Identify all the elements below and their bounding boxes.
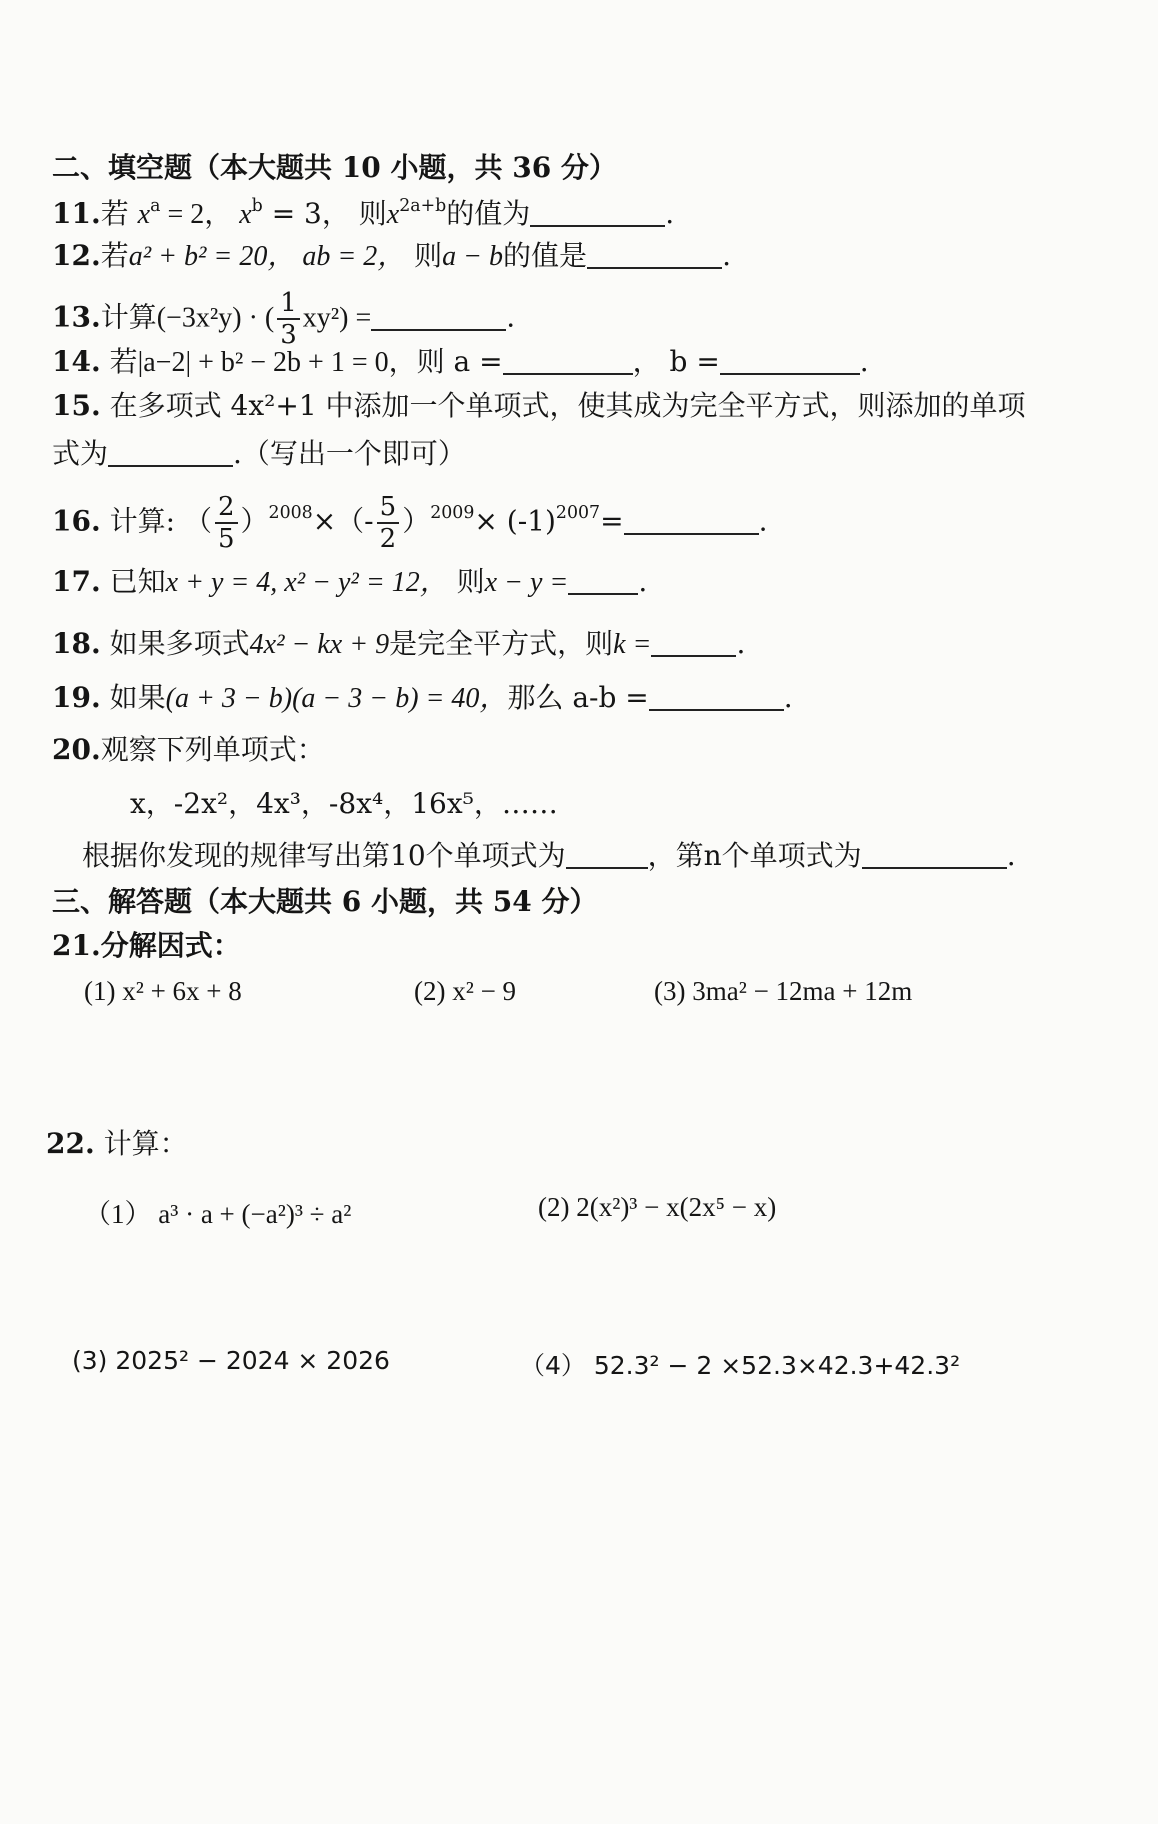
question-number: 21. xyxy=(52,929,101,962)
math-expression: xy²) = xyxy=(302,302,372,334)
question-text: 已知 xyxy=(109,565,166,598)
answer-blank[interactable] xyxy=(651,629,736,657)
math-expression: 4x² − kx + 9 xyxy=(249,629,390,660)
question-text: 的值为 xyxy=(446,197,531,230)
question-text: 若 xyxy=(109,345,138,378)
question-21-part-2: (2) x² − 9 xyxy=(414,976,517,1006)
question-21-part-1: (1) x² + 6x + 8 xyxy=(84,976,242,1006)
math-expression: |a−2| + b² − 2b + 1 = 0， xyxy=(137,347,417,378)
question-text: 计算： xyxy=(103,1127,188,1160)
exponent: 2009 xyxy=(430,503,475,524)
question-number: 16. xyxy=(52,504,101,538)
denominator: 3 xyxy=(280,320,297,350)
question-text: .（写出一个即可） xyxy=(233,437,466,470)
answer-blank[interactable] xyxy=(530,199,665,227)
question-12 xyxy=(52,238,731,275)
exponent: 2008 xyxy=(268,503,313,524)
question-13 xyxy=(52,288,515,350)
question-text: 在多项式 4x²+1 中添加一个单项式，使其成为完全平方式，则添加的单项 xyxy=(109,389,1026,422)
math-expression: x − y = xyxy=(484,567,569,598)
question-number: 22. xyxy=(46,1127,95,1160)
question-15-line2 xyxy=(52,436,466,472)
question-text: ， b = xyxy=(632,345,720,378)
punct: . xyxy=(506,300,516,334)
question-text: 则 a = xyxy=(416,345,503,378)
math-expression: x + y = 4, x² − y² = 12， xyxy=(165,567,448,598)
math-var: x xyxy=(386,199,400,230)
math-exp: 2a+b xyxy=(399,195,447,216)
question-22-part-3: (3) 2025² − 2024 × 2026 xyxy=(72,1346,390,1375)
exponent: 2007 xyxy=(555,503,601,524)
question-18 xyxy=(52,626,745,663)
question-number: 12. xyxy=(52,239,101,272)
numerator: 1 xyxy=(277,288,300,320)
answer-blank[interactable] xyxy=(568,567,638,595)
answer-blank-b[interactable] xyxy=(720,347,860,375)
punct: . xyxy=(736,627,746,660)
question-22-part-1: （1） a³ · a + (−a²)³ ÷ a² xyxy=(84,1199,352,1229)
question-22-part-4: （4） 52.3² − 2 ×52.3×42.3+42.3² xyxy=(520,1351,961,1380)
punct: . xyxy=(665,197,675,230)
question-number: 13. xyxy=(52,300,101,334)
question-20 xyxy=(52,732,325,768)
question-text: 分解因式： xyxy=(100,929,241,962)
math-expression: k = xyxy=(613,629,652,660)
answer-blank-nth[interactable] xyxy=(862,841,1007,869)
punct: . xyxy=(859,345,869,378)
question-number: 18. xyxy=(52,627,101,660)
question-text: 的值是 xyxy=(503,239,588,272)
math-exp: b xyxy=(251,195,263,216)
question-number: 14. xyxy=(52,345,101,378)
question-22 xyxy=(46,1126,188,1162)
question-text: ，第n个单项式为 xyxy=(647,839,862,872)
math-expression: a² + b² = 20， ab = 2， xyxy=(128,241,406,272)
fraction xyxy=(215,492,238,554)
question-number: 19. xyxy=(52,681,101,714)
answer-blank-a[interactable] xyxy=(503,347,633,375)
question-number: 20. xyxy=(52,733,101,766)
math-expression: (-1) xyxy=(506,504,556,538)
numerator: 2 xyxy=(215,492,238,524)
question-14 xyxy=(52,344,869,381)
question-text: 那么 a-b = xyxy=(507,681,649,714)
math-expression: (−3x²y) · ( xyxy=(156,302,275,334)
punct: . xyxy=(722,239,731,272)
question-text: 则 xyxy=(456,565,485,598)
punct: . xyxy=(758,504,768,538)
question-20-line3 xyxy=(82,838,1016,874)
question-text: 计算: xyxy=(109,504,176,538)
question-21 xyxy=(52,928,241,964)
math-var: x xyxy=(137,199,151,230)
answer-blank[interactable] xyxy=(624,507,759,535)
question-21-part-3: (3) 3ma² − 12ma + 12m xyxy=(654,976,913,1006)
section-title-fill-in: 二、填空题（本大题共 10 小题，共 36 分） xyxy=(52,151,617,184)
question-text: 如果 xyxy=(109,681,166,714)
punct: . xyxy=(638,565,648,598)
answer-blank[interactable] xyxy=(587,241,722,269)
question-17 xyxy=(52,564,647,601)
math-exp: a xyxy=(150,195,161,216)
question-text: 计算 xyxy=(100,300,157,334)
fraction xyxy=(377,492,400,554)
math-expression: (a + 3 − b)(a − 3 − b) = 40， xyxy=(165,683,508,714)
punct: . xyxy=(1006,839,1016,872)
question-text: 若 xyxy=(100,197,129,230)
answer-blank[interactable] xyxy=(108,439,233,467)
fraction xyxy=(277,288,300,350)
denominator: 2 xyxy=(379,524,397,554)
question-text: 观察下列单项式： xyxy=(100,733,325,766)
denominator: 5 xyxy=(217,524,235,554)
question-16: 16. 计算: （ $\frac{2}{5}$ ）$^{2008}$×（- $\frac{5}{2}$ ）$^{2009}\times (-1)^{2007}=$ . xyxy=(52,492,768,554)
question-number: 11. xyxy=(52,197,101,230)
math-var: x xyxy=(239,199,252,230)
answer-blank[interactable] xyxy=(371,303,506,331)
question-text: 是完全平方式，则 xyxy=(389,627,614,660)
math-expression: a − b xyxy=(442,241,504,272)
question-22-part-2: (2) 2(x²)³ − x(2x⁵ − x) xyxy=(538,1192,777,1222)
answer-blank[interactable] xyxy=(649,683,784,711)
question-19 xyxy=(52,680,793,717)
math-text: = 3， 则 xyxy=(262,197,387,230)
question-number: 17. xyxy=(52,565,101,598)
question-text: 根据你发现的规律写出第10个单项式为 xyxy=(82,839,566,872)
question-text: 式为 xyxy=(52,437,109,470)
question-15 xyxy=(52,388,1026,424)
question-text: 如果多项式 xyxy=(109,627,250,660)
question-number: 15. xyxy=(52,389,101,422)
question-text: 若 xyxy=(100,239,129,272)
section-title-solve: 三、解答题（本大题共 6 小题，共 54 分） xyxy=(52,885,598,918)
punct: . xyxy=(783,681,793,714)
question-20-sequence: x，-2x²，4x³，-8x⁴，16x⁵，…… xyxy=(130,787,558,820)
question-11 xyxy=(52,196,674,233)
math-text: = 2， xyxy=(160,199,240,230)
question-text: 则 xyxy=(414,239,443,272)
answer-blank-10th[interactable] xyxy=(566,841,648,869)
numerator: 5 xyxy=(377,492,400,524)
